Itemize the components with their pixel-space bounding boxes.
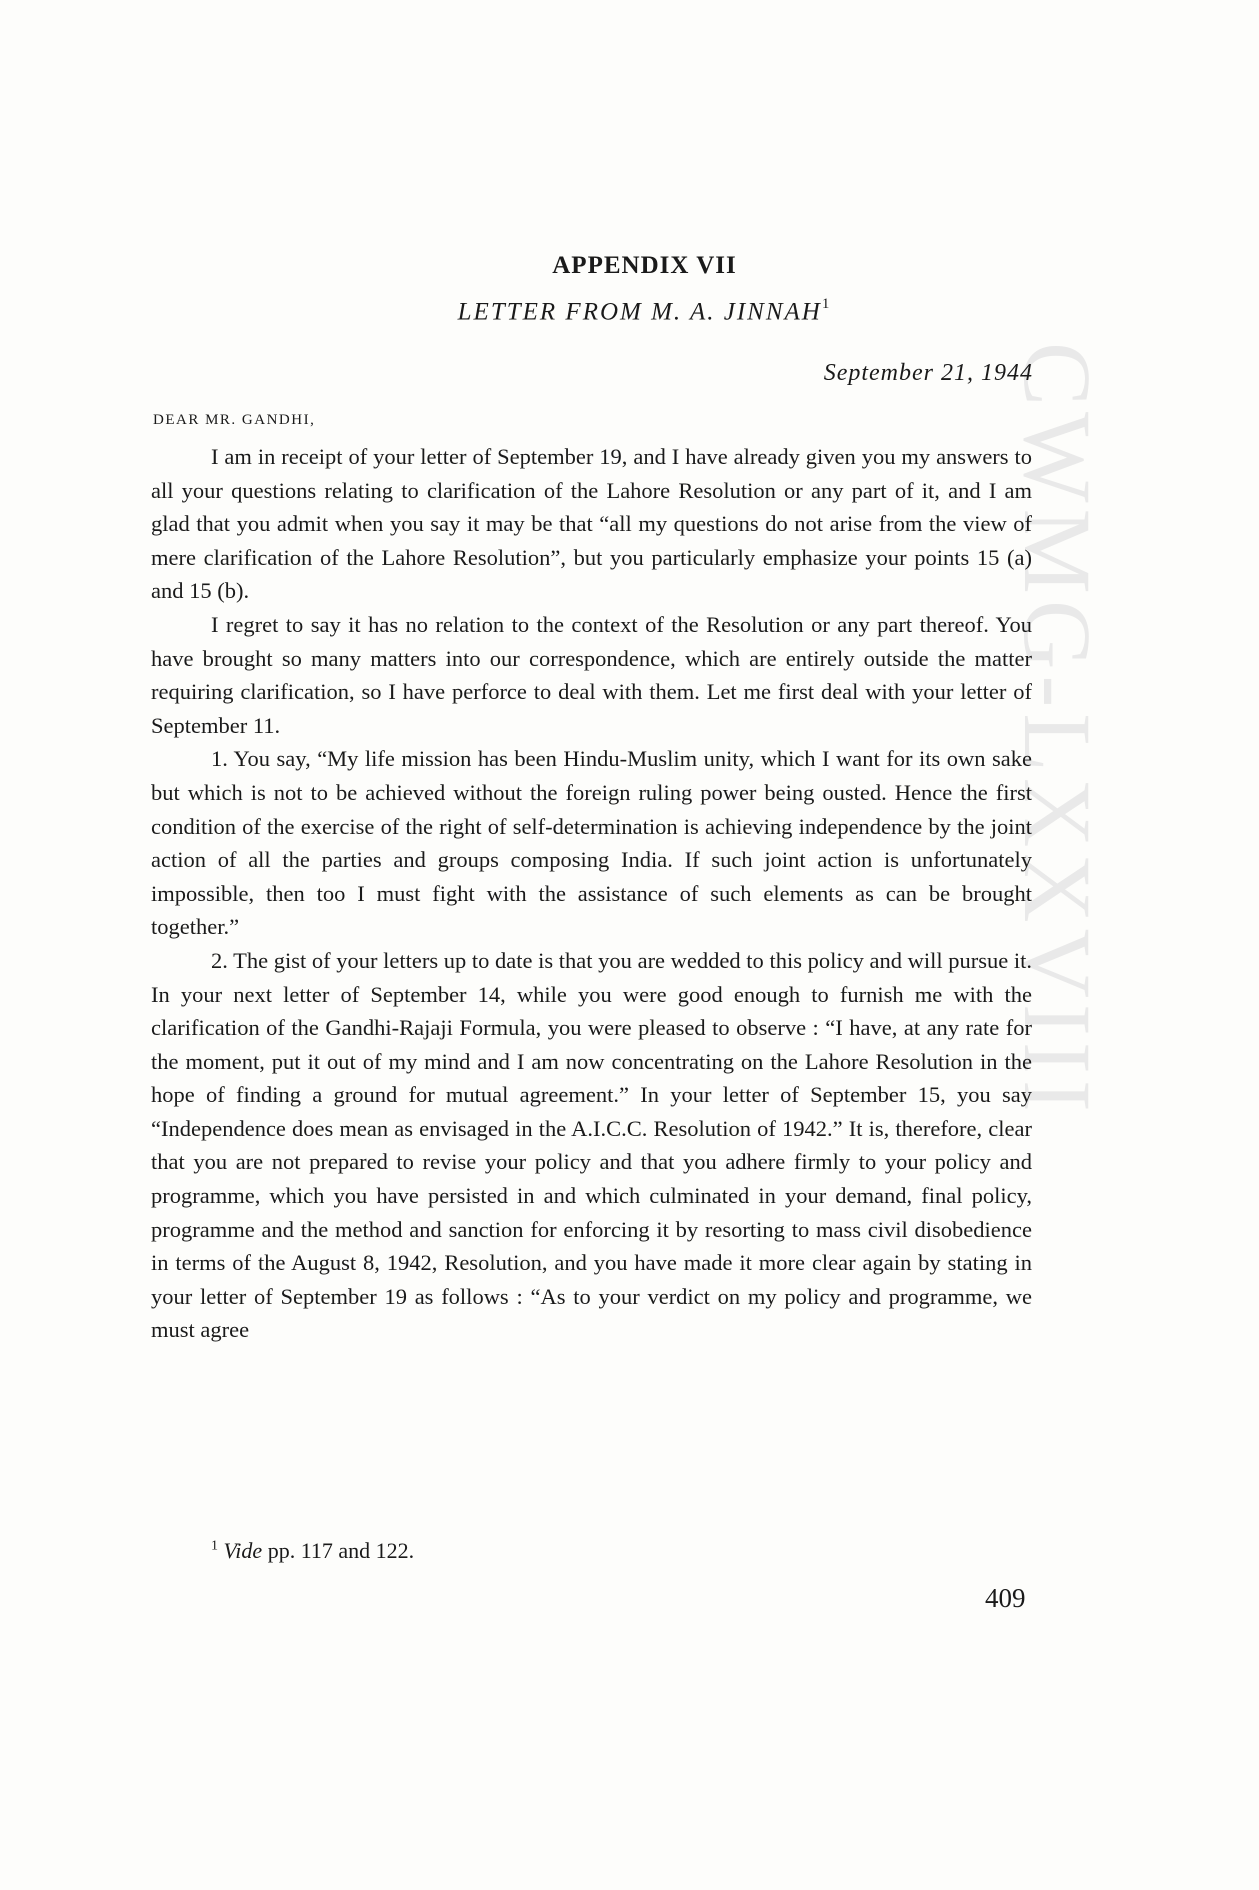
footnote-text: pp. 117 and 122. <box>267 1538 415 1563</box>
paragraph: 1. You say, “My life mission has been Hindu-Muslim unity, which I want for its own sake but which is not to be achieved without the foreign ruling power being ousted. Hence the first condition of the exercise of the right of self-determination is achieving independence by the joint action of all the parties and groups composing India. If such joint action is unfortunately impossible, then too I must fight with the assistance of such elements as can be brought together.” <box>151 746 1032 940</box>
paragraph: I regret to say it has no relation to the context of the Resolution or any part thereof. You have brought so many matters into our correspondence, which are entirely outside the matter requiring clarification, so I have perforce to deal with them. Let me first deal with your letter of September 11. <box>151 611 1032 738</box>
salutation: DEAR MR. GANDHI, <box>153 412 316 428</box>
footnote-mark: 1 <box>211 1538 218 1554</box>
footnote <box>211 1538 414 1564</box>
paragraph: I am in receipt of your letter of September 19, and I have already given you my answers to all your questions relating to clarification of the Lahore Resolution or any part of it, and I am glad that you admit when you say it may be that “all my questions do not arise from the view of mere clarification of the Lahore Resolution”, but you particularly emphasize your points 15 (a) and 15 (b). <box>151 444 1032 604</box>
letter-title-text: LETTER FROM M. A. JINNAH <box>457 298 822 326</box>
footnote-label: Vide <box>223 1538 263 1563</box>
letter-title <box>30 298 1259 326</box>
title-footnote-mark[interactable]: 1 <box>821 296 832 312</box>
page-number: 409 <box>985 1583 1026 1613</box>
appendix-heading: APPENDIX VII <box>552 252 737 279</box>
letter-date: September 21, 1944 <box>823 360 1033 386</box>
letter-body <box>151 440 1032 1347</box>
watermark: CWMG-LXXVIII <box>1004 342 1111 1118</box>
paragraph: 2. The gist of your letters up to date is that you are wedded to this policy and will pursue it. In your next letter of September 14, while you were good enough to furnish me with the clarification of the Gandhi-Rajaji Formula, you were pleased to observe : “I have, at any rate for the moment, put it out of my mind and I am now concentrating on the Lahore Resolution in the hope of finding a ground for mutual agreement.” In your letter of September 15, you say “Independence does mean as envisaged in the A.I.C.C. Resolution of 1942.” It is, therefore, clear that you are not prepared to revise your policy and that you adhere firmly to your policy and programme, which you have persisted in and which culminated in your demand, final policy, programme and the method and sanction for enforcing it by resorting to mass civil disobedience in terms of the August 8, 1942, Resolution, and you have made it more clear again by stating in your letter of September 19 as follows : “As to your verdict on my policy and programme, we must agree <box>151 947 1032 1343</box>
